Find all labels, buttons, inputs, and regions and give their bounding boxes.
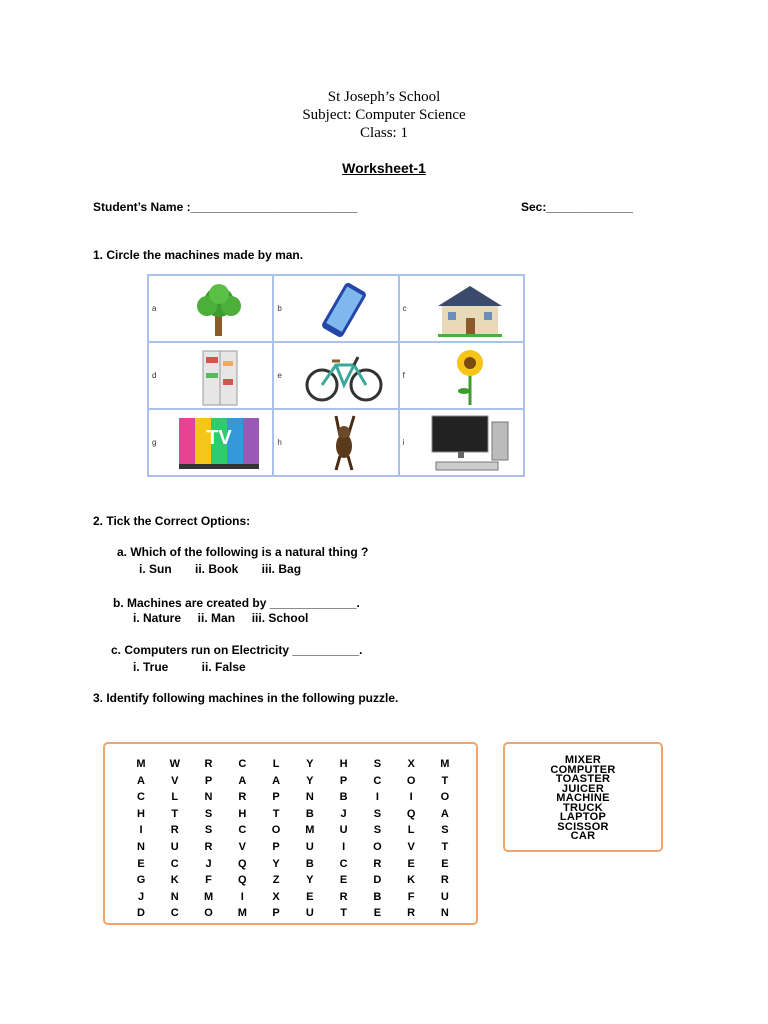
computer-icon [428, 414, 512, 474]
puzzle-letter[interactable]: X [272, 890, 280, 903]
house-icon [428, 280, 512, 340]
puzzle-letter[interactable]: Z [272, 874, 280, 887]
puzzle-letter[interactable]: J [340, 807, 347, 820]
puzzle-letter[interactable]: W [169, 758, 180, 770]
grid-cell-b[interactable] [273, 275, 398, 342]
puzzle-letter[interactable]: M [305, 824, 315, 837]
puzzle-letter[interactable]: S [204, 824, 213, 837]
puzzle-row [133, 907, 453, 919]
word-list-item: TRUCK [563, 801, 603, 814]
question-2a-options: i. Sun ii. Book iii. Bag [139, 562, 302, 576]
word-list-item: COMPUTER [550, 763, 616, 776]
puzzle-letter[interactable]: O [373, 841, 382, 853]
puzzle-letter[interactable]: F [205, 874, 212, 887]
class-line: Class: 1 [360, 125, 408, 141]
puzzle-letter[interactable]: C [238, 824, 247, 837]
puzzle-letter[interactable]: H [339, 758, 348, 770]
puzzle-letter[interactable]: C [170, 907, 179, 920]
puzzle-letter[interactable]: U [339, 824, 348, 837]
puzzle-letter[interactable]: N [137, 841, 145, 853]
cell-letter: a [152, 304, 157, 313]
puzzle-row [133, 891, 453, 903]
cell-letter: c [402, 304, 407, 313]
puzzle-letter[interactable]: R [407, 907, 416, 920]
puzzle-letter[interactable]: R [238, 791, 247, 804]
puzzle-letter[interactable]: I [139, 824, 143, 837]
worksheet-title: Worksheet-1 [342, 160, 426, 176]
cell-letter: d [152, 371, 157, 380]
cell-letter: f [402, 371, 405, 380]
puzzle-letter[interactable]: E [407, 857, 415, 870]
grid-cell-a[interactable] [148, 275, 273, 342]
puzzle-letter[interactable]: B [339, 791, 348, 804]
question-2b: b. Machines are created by _____________. [113, 596, 360, 610]
cell-letter: g [152, 438, 157, 447]
puzzle-letter[interactable]: A [137, 774, 145, 787]
puzzle-letter[interactable]: N [170, 890, 179, 903]
puzzle-letter[interactable]: P [272, 841, 280, 853]
word-list-item: SCISSOR [557, 820, 609, 833]
puzzle-letter[interactable]: I [375, 791, 379, 804]
grid-cell-i[interactable] [399, 409, 524, 476]
puzzle-letter[interactable]: J [205, 857, 212, 870]
puzzle-letter[interactable]: Y [306, 774, 314, 787]
word-list-item: CAR [570, 830, 596, 842]
puzzle-letter[interactable]: M [440, 758, 450, 770]
puzzle-row [133, 808, 453, 820]
puzzle-letter[interactable]: A [238, 774, 247, 787]
question-1-title: 1. Circle the machines made by man. [93, 248, 304, 262]
puzzle-letter[interactable]: R [204, 758, 213, 770]
subject-line: Subject: Computer Science [302, 107, 466, 123]
question-2b-options: i. Nature ii. Man iii. School [133, 611, 309, 625]
puzzle-letter[interactable]: I [342, 841, 346, 853]
puzzle-letter[interactable]: R [339, 890, 348, 903]
cell-letter: i [402, 438, 405, 447]
puzzle-letter[interactable]: O [271, 824, 281, 837]
puzzle-letter[interactable]: T [441, 774, 449, 787]
puzzle-letter[interactable]: O [204, 907, 213, 920]
question-2c: c. Computers run on Electricity __________. [111, 643, 363, 657]
tree-icon [177, 280, 261, 340]
puzzle-letter[interactable]: Y [306, 758, 314, 770]
puzzle-row [133, 791, 453, 803]
puzzle-letter[interactable]: S [373, 807, 382, 820]
cell-letter: h [277, 438, 282, 447]
puzzle-letter[interactable]: C [339, 857, 348, 870]
puzzle-letter[interactable]: G [136, 874, 146, 887]
puzzle-letter[interactable]: N [204, 791, 213, 804]
puzzle-row [133, 874, 453, 886]
sunflower-icon [428, 347, 512, 407]
puzzle-letter[interactable]: J [137, 890, 145, 903]
puzzle-row [133, 758, 453, 770]
grid-cell-c[interactable] [399, 275, 524, 342]
cell-letter: e [277, 371, 282, 380]
student-name-label: Student’s Name :_________________________ [93, 200, 358, 214]
question-3-title: 3. Identify following machines in the following puzzle. [93, 691, 399, 705]
machines-image-grid [147, 274, 525, 477]
puzzle-letter[interactable]: P [204, 774, 213, 787]
puzzle-letter[interactable]: E [339, 874, 348, 887]
puzzle-letter[interactable]: Y [272, 857, 280, 870]
grid-cell-h[interactable] [273, 409, 398, 476]
puzzle-letter[interactable]: V [238, 841, 246, 853]
cell-letter: b [277, 304, 282, 313]
question-2a: a. Which of the following is a natural thing ? [117, 545, 369, 559]
puzzle-letter[interactable]: Q [406, 807, 416, 820]
puzzle-letter[interactable]: N [440, 907, 449, 920]
puzzle-letter[interactable]: B [373, 890, 382, 903]
grid-cell-d[interactable] [148, 342, 273, 409]
puzzle-letter[interactable]: L [407, 824, 415, 837]
puzzle-letter[interactable]: U [170, 841, 179, 853]
puzzle-letter[interactable]: S [441, 824, 449, 837]
puzzle-letter[interactable]: C [137, 791, 145, 804]
puzzle-letter[interactable]: B [305, 857, 314, 870]
puzzle-letter[interactable]: T [272, 807, 280, 820]
puzzle-letter[interactable]: T [441, 841, 449, 853]
puzzle-letter[interactable]: L [171, 791, 179, 804]
puzzle-letter[interactable]: M [136, 758, 146, 770]
puzzle-letter[interactable]: E [373, 907, 382, 920]
tv-icon [177, 414, 261, 474]
puzzle-letter[interactable]: C [373, 774, 382, 787]
word-list-item: TOASTER [555, 773, 611, 785]
puzzle-letter[interactable]: C [238, 758, 247, 770]
puzzle-letter[interactable]: A [272, 774, 281, 787]
puzzle-letter[interactable]: A [440, 807, 449, 820]
puzzle-letter[interactable]: L [272, 758, 280, 770]
word-search-puzzle [103, 742, 478, 925]
puzzle-letter[interactable]: V [171, 774, 179, 787]
puzzle-letter[interactable]: X [407, 758, 415, 770]
puzzle-letter[interactable]: B [305, 807, 314, 820]
puzzle-letter[interactable]: D [137, 907, 145, 920]
puzzle-letter[interactable]: I [409, 791, 413, 804]
puzzle-letter[interactable]: O [406, 774, 416, 787]
puzzle-letter[interactable]: P [272, 907, 280, 920]
puzzle-letter[interactable]: K [407, 874, 416, 887]
puzzle-letter[interactable]: O [440, 791, 450, 804]
word-list-item: JUICER [561, 782, 605, 795]
puzzle-letter[interactable]: H [238, 807, 247, 820]
puzzle-letter[interactable]: T [171, 807, 179, 820]
puzzle-letter[interactable]: Q [238, 874, 247, 887]
school-name: St Joseph’s School [327, 89, 441, 105]
puzzle-letter[interactable]: T [340, 907, 347, 920]
refrigerator-icon [177, 347, 261, 407]
puzzle-letter[interactable]: U [440, 890, 449, 903]
puzzle-letter[interactable]: K [170, 874, 179, 887]
puzzle-letter[interactable]: S [373, 824, 382, 837]
puzzle-letter[interactable]: U [305, 841, 314, 853]
puzzle-row [133, 824, 453, 836]
word-list-box [503, 742, 663, 852]
puzzle-letter[interactable]: E [441, 857, 449, 870]
monkey-icon [302, 414, 386, 474]
puzzle-letter[interactable]: R [373, 857, 382, 870]
bicycle-icon [302, 347, 386, 407]
grid-cell-f[interactable] [399, 342, 524, 409]
puzzle-letter[interactable]: D [373, 874, 382, 887]
puzzle-letter[interactable]: P [339, 774, 348, 787]
puzzle-row [133, 775, 453, 787]
puzzle-letter[interactable]: E [306, 890, 314, 903]
puzzle-row [133, 841, 453, 853]
puzzle-letter[interactable]: P [272, 791, 280, 804]
puzzle-letter[interactable]: V [407, 841, 415, 853]
puzzle-letter[interactable]: Q [238, 857, 247, 870]
grid-cell-g[interactable] [148, 409, 273, 476]
mobile-phone-icon [302, 280, 386, 340]
word-list-item: MACHINE [556, 792, 610, 804]
puzzle-letter[interactable]: I [240, 890, 244, 903]
puzzle-row [133, 858, 453, 870]
puzzle-letter[interactable]: S [373, 758, 382, 770]
puzzle-letter[interactable]: N [305, 791, 314, 804]
puzzle-letter[interactable]: F [407, 890, 415, 903]
puzzle-letter[interactable]: R [204, 841, 213, 853]
puzzle-letter[interactable]: E [137, 857, 145, 870]
grid-cell-e[interactable] [273, 342, 398, 409]
puzzle-letter[interactable]: U [305, 907, 314, 920]
puzzle-letter[interactable]: C [170, 857, 179, 870]
svg-text:TV: TV [206, 427, 232, 449]
question-2c-options: i. True ii. False [133, 660, 246, 674]
puzzle-letter[interactable]: Y [306, 874, 314, 887]
word-list-item: MIXER [564, 754, 602, 766]
question-2-title: 2. Tick the Correct Options: [93, 514, 251, 528]
puzzle-letter[interactable]: R [170, 824, 179, 837]
puzzle-letter[interactable]: R [440, 874, 449, 887]
puzzle-letter[interactable]: S [204, 807, 213, 820]
puzzle-letter[interactable]: M [203, 890, 214, 903]
word-list-item: LAPTOP [559, 811, 607, 823]
puzzle-letter[interactable]: M [237, 907, 247, 920]
section-label: Sec:_____________ [521, 200, 634, 214]
puzzle-letter[interactable]: H [137, 807, 145, 820]
